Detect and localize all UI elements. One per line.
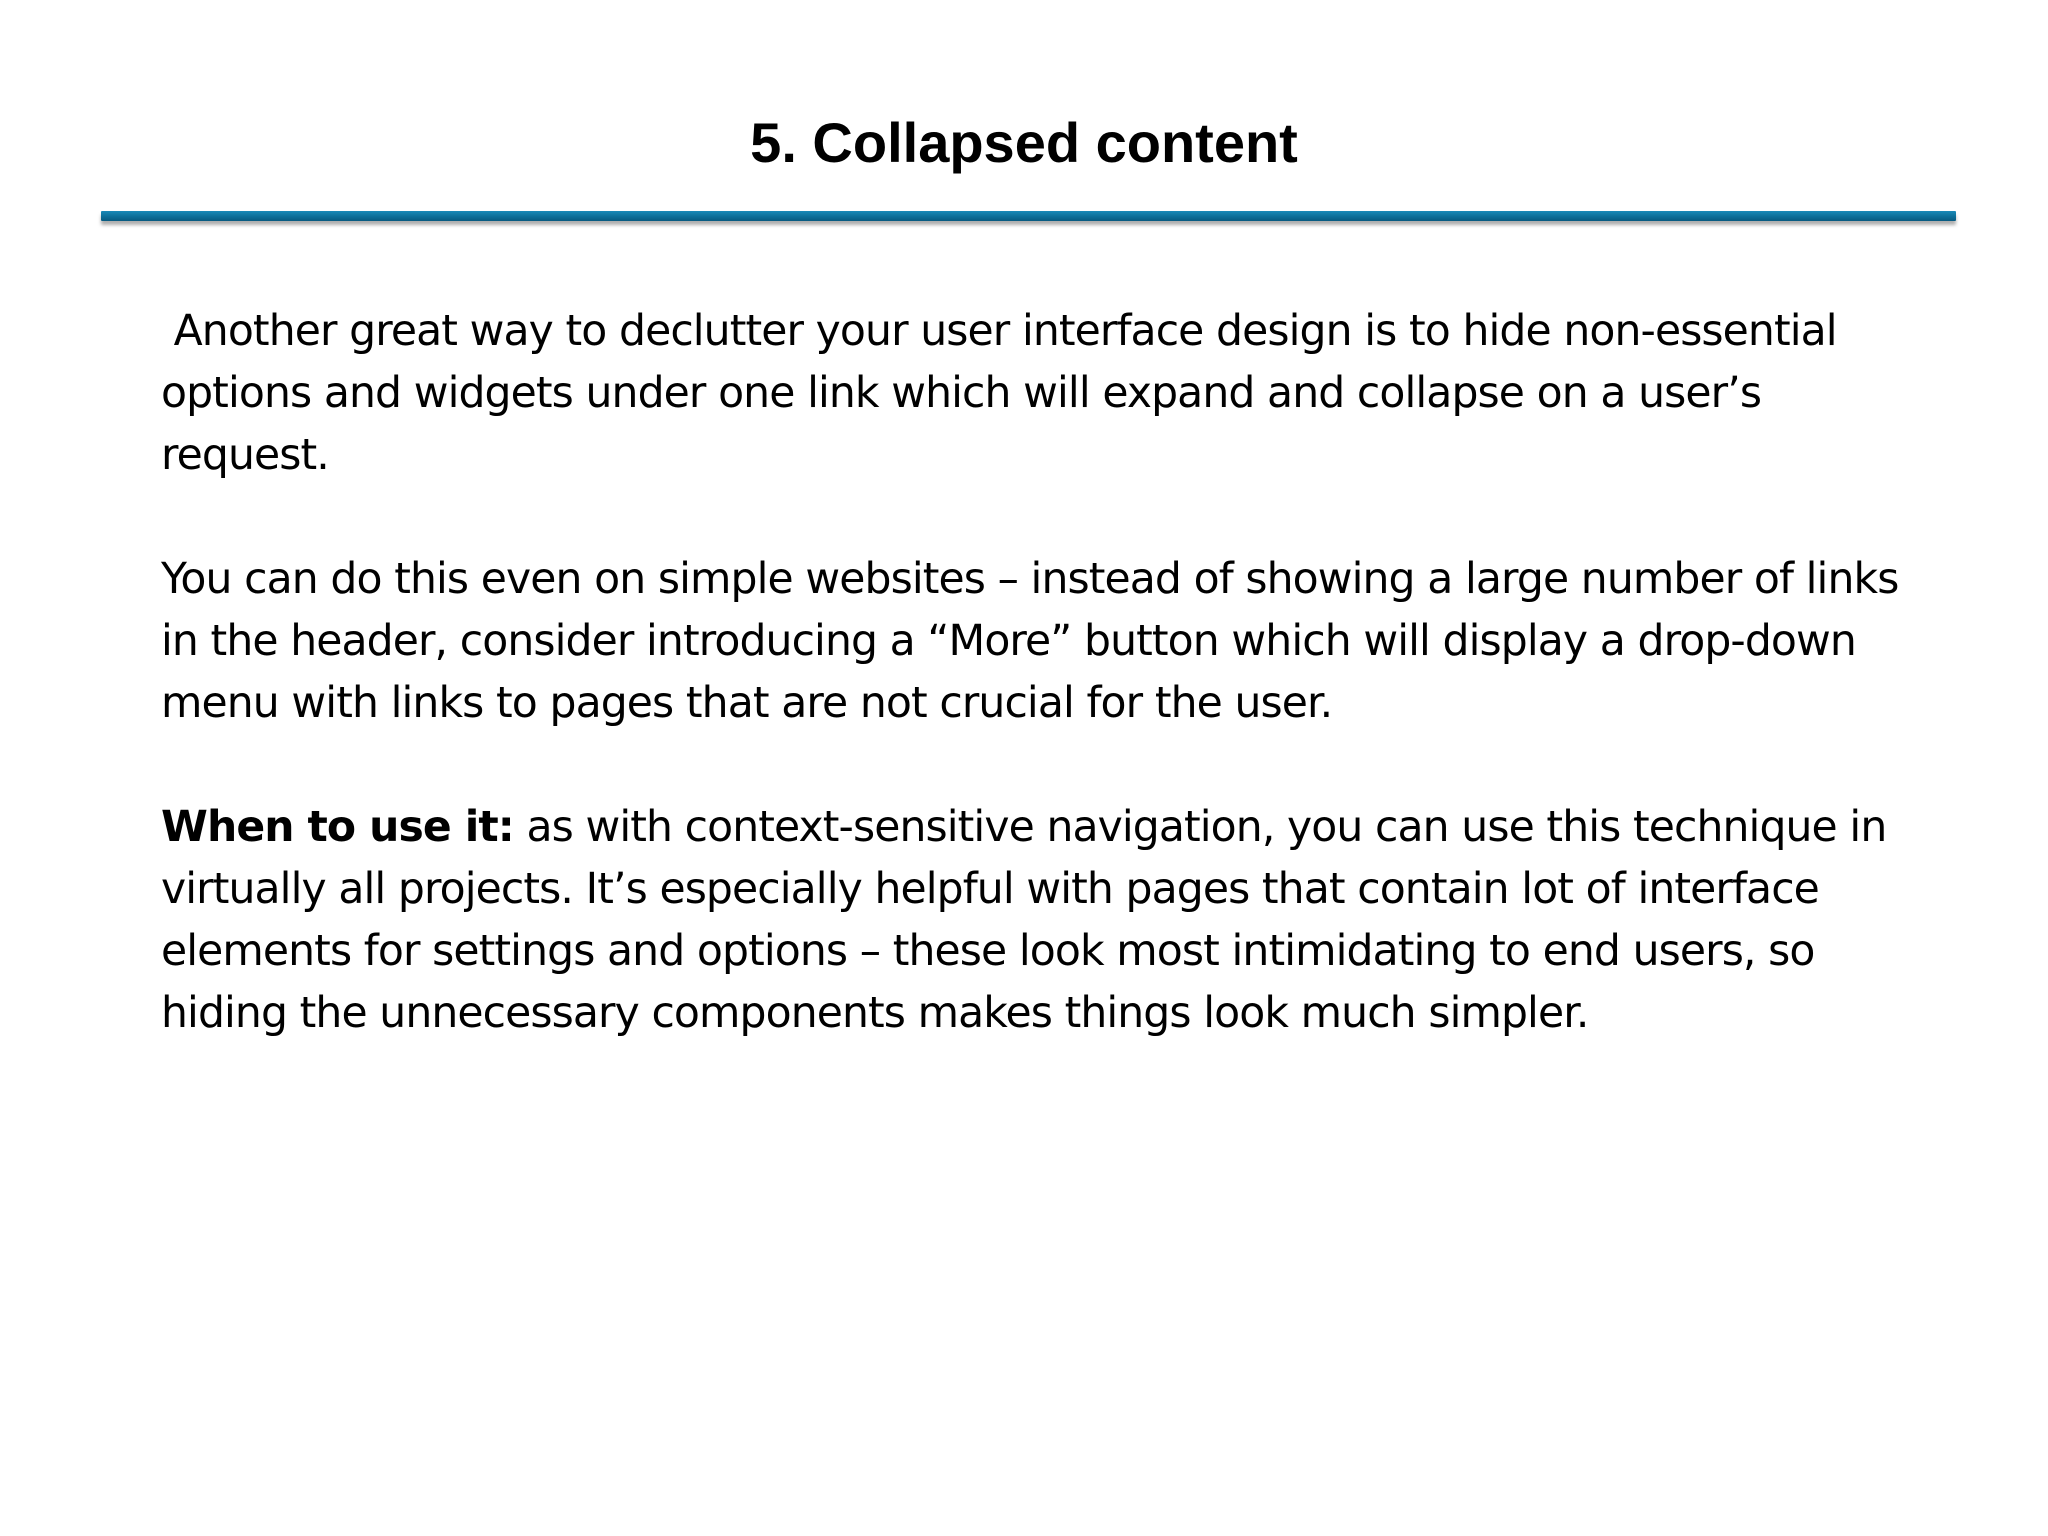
- paragraph-intro: Another great way to declutter your user interface design is to hide non-essential options and widgets under one link which will expand and collapse on a user’s request.: [161, 307, 1850, 480]
- slide-title: 5. Collapsed content: [750, 111, 1298, 174]
- paragraph-example: You can do this even on simple websites – instead of showing a large number of links in the header, consider introducing a “More” button which will display a drop-down menu with links to pages that are not crucial for the user.: [161, 555, 1912, 728]
- paragraph-when-to-use: [161, 797, 1921, 1045]
- title-divider: [101, 211, 1956, 221]
- slide-body: [161, 301, 1921, 1107]
- when-to-use-label: When to use it:: [161, 803, 514, 852]
- when-to-use-text: as with context-sensitive navigation, you can use this technique in virtually all projects. It’s especially helpful with pages that contain lot of interface elements for settings and options – these look most intimidating to end users, so hiding the unnecessary components makes things look much simpler.: [161, 803, 1899, 1038]
